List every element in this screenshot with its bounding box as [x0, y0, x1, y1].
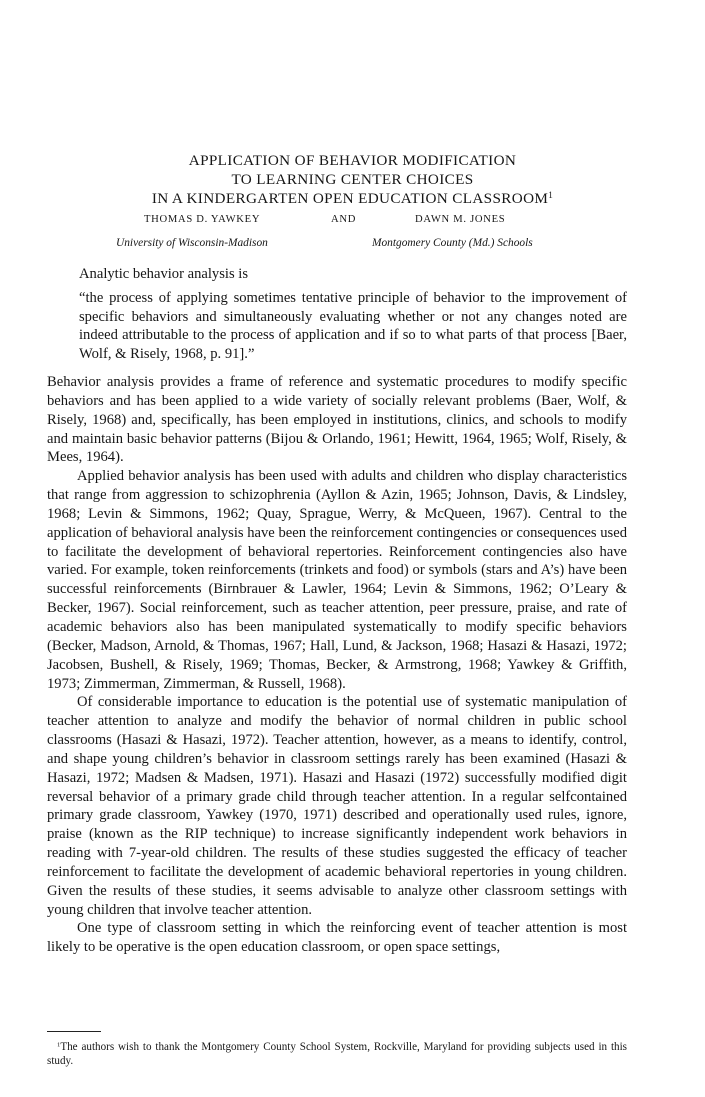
paragraph: Behavior analysis provides a frame of reference and systematic procedures to modify specific behaviors and has been applied to a wide variety of socially relevant problems (Baer, Wolf, & Risely, 1968) and, specifically, has been employed in institutions, clinics, and schools to modify and maintain basic behavior patterns (Bijou & Orlando, 1961; Hewitt, 1964, 1965; Wolf, Risely, & Mees, 1964). [47, 374, 627, 466]
title-footnote-marker: 1 [548, 189, 554, 200]
title-line [0, 189, 705, 208]
affiliation-1: University of Wisconsin-Madison [116, 237, 268, 249]
article-title [0, 151, 705, 208]
author-1: THOMAS D. YAWKEY [144, 214, 261, 225]
author-2: DAWN M. JONES [415, 214, 506, 225]
epigraph-lead: Analytic behavior analysis is [79, 266, 249, 282]
title-line: TO LEARNING CENTER CHOICES [231, 171, 474, 188]
body-text [47, 373, 627, 957]
paragraph: One type of classroom setting in which the reinforcing event of teacher attention is most likely to be operative is the open education classroom, or open space settings, [47, 920, 627, 956]
author-conjunction: AND [331, 214, 357, 225]
affiliation-2: Montgomery County (Md.) Schools [372, 237, 533, 249]
paragraph: Of considerable importance to education is the potential use of systematic manipulation of teacher attention to analyze and modify the behavior of normal children in public school classrooms (Hasazi & Hasazi, 1972). Teacher attention, however, as a means to identify, control, and shape young children’s behavior in classroom settings rarely has been examined (Hasazi & Hasazi, 1972; Madsen & Madsen, 1971). Hasazi and Hasazi (1972) successfully modified digit reversal behavior of a primary grade child through teacher attention. In a regular selfcontained primary grade classroom, Yawkey (1970, 1971) described and operationally used rules, ignore, praise (known as the RIP technique) to increase significantly independent work behaviors in reading with 7-year-old children. The results of these studies suggested the efficacy of teacher reinforcement to facilitate the development of academic behavioral repertories in young children. Given the results of these studies, it seems advisable to analyze other classroom settings with young children that involve teacher attention. [47, 694, 627, 918]
paragraph: Applied behavior analysis has been used with adults and children who display characteristics that range from aggression to schizophrenia (Ayllon & Azin, 1965; Johnson, Davis, & Lindsley, 1968; Levin & Simmons, 1962; Quay, Sprague, Werry, & McQueen, 1967). Central to the application of behavioral analysis have been the reinforcement contingencies or consequences used to facilitate the development of behavioral repertories. Reinforcement contingencies also have varied. For example, token reinforcements (trinkets and food) or symbols (stars and A’s) have been successful reinforcements (Birnbrauer & Lawler, 1964; Levin & Simmons, 1962; O’Leary & Becker, 1967). Social reinforcement, such as teacher attention, peer pressure, praise, and rate of academic behaviors also has been manipulated systematically to modify specific behaviors (Becker, Madson, Arnold, & Thomas, 1967; Hall, Lund, & Jackson, 1968; Hasazi & Hasazi, 1972; Jacobsen, Bushell, & Risely, 1969; Thomas, Becker, & Armstrong, 1968; Yawkey & Griffith, 1973; Zimmerman, Zimmerman, & Russell, 1968). [47, 468, 627, 692]
footnote-marker: 1 [57, 1041, 61, 1049]
title-line: APPLICATION OF BEHAVIOR MODIFICATION [188, 152, 517, 169]
epigraph-quote: “the process of applying sometimes tentative principle of behavior to the improvement of specific behaviors and simultaneously evaluating whether or not any changes noted are indeed attributable to the process of application and if so to what parts of that process [Baer, Wolf, & Risely, 1968, p. 91].” [79, 290, 627, 362]
footnote-rule [47, 1031, 101, 1032]
footnote-text: The authors wish to thank the Montgomery County School System, Rockville, Maryland for providing subjects used in this study. [47, 1041, 627, 1067]
title-line-text: IN A KINDERGARTEN OPEN EDUCATION CLASSROOM [151, 190, 549, 207]
footnote [47, 1040, 627, 1068]
